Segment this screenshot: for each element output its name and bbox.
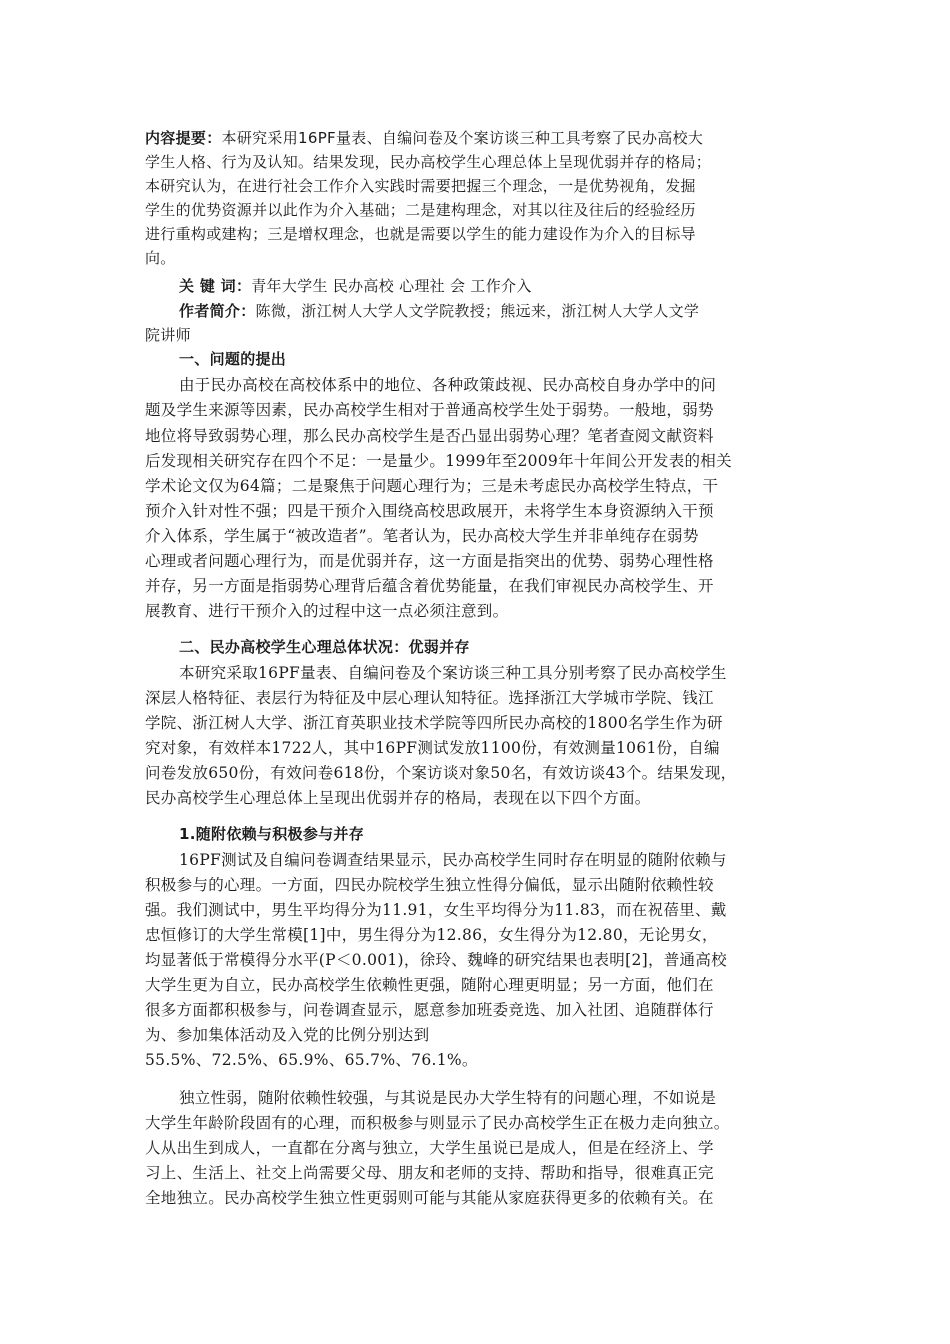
section-1-line-9: 并存，另一方面是指弱势心理背后蕴含着优势能量，在我们审视民办高校学生、开: [145, 577, 714, 595]
section-1-line-10: 展教育、进行干预介入的过程中这一点必须注意到。: [145, 602, 509, 620]
keywords-label: 关 键 词：: [179, 277, 252, 295]
keywords-text: 青年大学生 民办高校 心理社 会 工作介入: [251, 277, 532, 295]
abstract-line-1: [145, 126, 703, 150]
section-2-line-1: 本研究采取16PF量表、自编问卷及个案访谈三种工具分别考察了民办高校学生: [179, 664, 727, 682]
section-2-line-3: 学院、浙江树人大学、浙江育英职业技术学院等四所民办高校的1800名学生作为研: [145, 714, 723, 732]
paragraph-last-line-5: 全地独立。民办高校学生独立性更弱则可能与其能从家庭获得更多的依赖有关。在: [145, 1189, 714, 1207]
section-1-line-6: 预介入针对性不强；四是干预介入围绕高校思政展开，未将学生本身资源纳入干预: [145, 502, 714, 520]
abstract-label: 内容提要：: [145, 129, 222, 147]
subsection-1-line-5: 均显著低于常模得分水平(P＜0.001)，徐玲、魏峰的研究结果也表明[2]，普通高校: [145, 951, 727, 969]
section-2-line-5: 问卷发放650份，有效问卷618份，个案访谈对象50名，有效访谈43个。结果发现，: [145, 764, 737, 782]
section-1-line-4: 后发现相关研究存在四个不足：一是量少。1999年至2009年十年间公开发表的相关: [145, 452, 732, 470]
keywords-line: [179, 274, 532, 298]
subsection-1-line-3: 强。我们测试中，男生平均得分为11.91，女生平均得分为11.83，而在祝蓓里、戴: [145, 901, 727, 919]
section-1-line-1: 由于民办高校在高校体系中的地位、各种政策歧视、民办高校自身办学中的问: [179, 376, 717, 394]
paragraph-last-line-3: 人从出生到成人，一直都在分离与独立，大学生虽说已是成人，但是在经济上、学: [145, 1139, 714, 1157]
paragraph-last-line-2: 大学生年龄阶段固有的心理，而积极参与则显示了民办高校学生正在极力走向独立。: [145, 1114, 730, 1132]
section-1-line-5: 学术论文仅为64篇；二是聚焦于问题心理行为；三是未考虑民办高校学生特点，干: [145, 477, 719, 495]
section-2-line-4: 究对象，有效样本1722人，其中16PF测试发放1100份，有效测量1061份，自编: [145, 739, 720, 757]
section-1-line-3: 地位将导致弱势心理，那么民办高校学生是否凸显出弱势心理？笔者查阅文献资料: [145, 427, 714, 445]
section-2-line-6: 民办高校学生心理总体上呈现出优弱并存的格局，表现在以下四个方面。: [145, 789, 651, 807]
abstract-line-5: 进行重构或建构；三是增权理念，也就是需要以学生的能力建设作为介入的目标导: [145, 225, 696, 243]
section-1-line-2: 题及学生来源等因素，民办高校学生相对于普通高校学生处于弱势。一般地，弱势: [145, 401, 714, 419]
subsection-1-line-8: 为、参加集体活动及入党的比例分别达到: [145, 1026, 430, 1044]
abstract-line-4: 学生的优势资源并以此作为介入基础；二是建构理念，对其以往及往后的经验经历: [145, 201, 696, 219]
author-label: 作者简介：: [179, 302, 256, 320]
section-1-heading: 一、问题的提出: [179, 350, 287, 368]
section-1-line-8: 心理或者问题心理行为，而是优弱并存，这一方面是指突出的优势、弱势心理性格: [145, 552, 714, 570]
subsection-1-heading: 1.随附依赖与积极参与并存: [179, 825, 365, 843]
subsection-1-line-4: 忠恒修订的大学生常模[1]中，男生得分为12.86，女生得分为12.80，无论男女，: [145, 926, 718, 944]
subsection-1-line-2: 积极参与的心理。一方面，四民办院校学生独立性得分偏低，显示出随附依赖性较: [145, 876, 714, 894]
section-1-line-7: 介入体系，学生属于“被改造者”。笔者认为，民办高校大学生并非单纯存在弱势: [145, 527, 699, 545]
paragraph-last-line-4: 习上、生活上、社交上尚需要父母、朋友和老师的支持、帮助和指导，很难真正完: [145, 1164, 714, 1182]
section-2-line-2: 深层人格特征、表层行为特征及中层心理认知特征。选择浙江大学城市学院、钱江: [145, 689, 714, 707]
section-2-heading: 二、民办高校学生心理总体状况：优弱并存: [179, 638, 470, 656]
author-text: 陈微，浙江树人大学人文学院教授；熊远来，浙江树人大学人文学: [255, 302, 700, 320]
paragraph-last-line-1: 独立性弱，随附依赖性较强，与其说是民办大学生特有的问题心理，不如说是: [179, 1089, 717, 1107]
subsection-1-line-9: 55.5%、72.5%、65.9%、65.7%、76.1%。: [145, 1051, 478, 1069]
subsection-1-line-7: 很多方面都积极参与，问卷调查显示，愿意参加班委竞选、加入社团、追随群体行: [145, 1001, 714, 1019]
abstract-line-2: 学生人格、行为及认知。结果发现，民办高校学生心理总体上呈现优弱并存的格局；: [145, 153, 712, 171]
abstract-text: 本研究采用16PF量表、自编问卷及个案访谈三种工具考察了民办高校大: [221, 129, 704, 147]
abstract-line-3: 本研究认为，在进行社会工作介入实践时需要把握三个理念，一是优势视角，发掘: [145, 177, 696, 195]
author-line-2: 院讲师: [145, 326, 191, 344]
subsection-1-line-6: 大学生更为自立，民办高校学生依赖性更强，随附心理更明显；另一方面，他们在: [145, 976, 714, 994]
abstract-line-6: 向。: [145, 249, 176, 267]
subsection-1-line-1: 16PF测试及自编问卷调查结果显示，民办高校学生同时存在明显的随附依赖与: [179, 851, 727, 869]
author-line-1: [179, 299, 699, 323]
